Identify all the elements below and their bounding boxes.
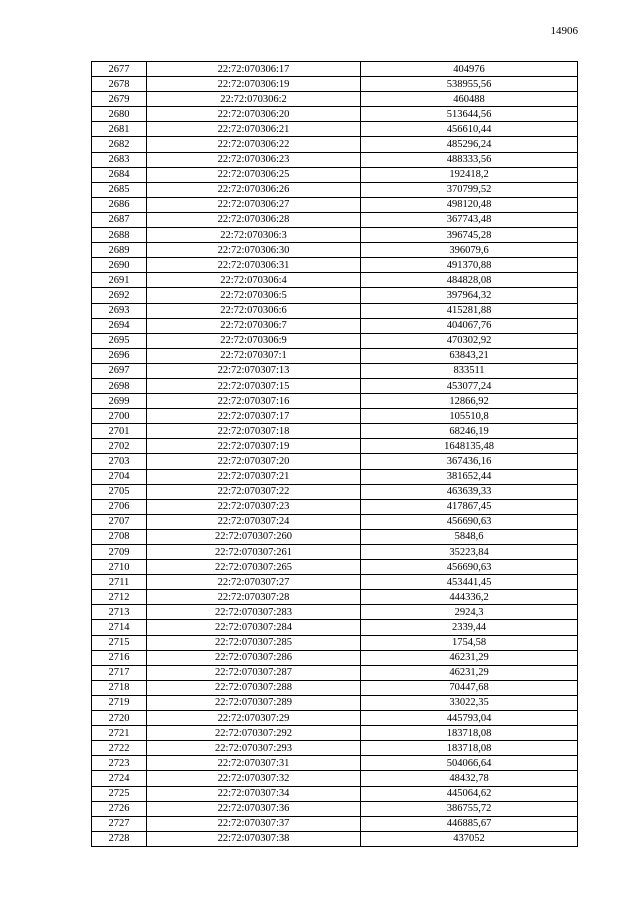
value-cell: 456690,63 (361, 560, 578, 575)
cadastral-number-cell: 22:72:070307:285 (147, 635, 361, 650)
cadastral-number-cell: 22:72:070307:15 (147, 378, 361, 393)
table-row (92, 514, 578, 529)
table-row (92, 348, 578, 363)
table-row (92, 545, 578, 560)
value-cell: 105510,8 (361, 409, 578, 424)
cadastral-number-cell: 22:72:070307:292 (147, 726, 361, 741)
row-number-cell: 2723 (92, 756, 147, 771)
cadastral-number-cell: 22:72:070307:1 (147, 348, 361, 363)
table-row (92, 590, 578, 605)
table-row (92, 77, 578, 92)
value-cell: 484828,08 (361, 273, 578, 288)
cadastral-number-cell: 22:72:070306:3 (147, 228, 361, 243)
table-row (92, 529, 578, 544)
value-cell: 397964,32 (361, 288, 578, 303)
value-cell: 367743,48 (361, 212, 578, 227)
value-cell: 386755,72 (361, 801, 578, 816)
row-number-cell: 2704 (92, 469, 147, 484)
value-cell: 2339,44 (361, 620, 578, 635)
row-number-cell: 2719 (92, 695, 147, 710)
row-number-cell: 2714 (92, 620, 147, 635)
table-row (92, 801, 578, 816)
table-row (92, 424, 578, 439)
row-number-cell: 2718 (92, 680, 147, 695)
value-cell: 46231,29 (361, 665, 578, 680)
value-cell: 445064,62 (361, 786, 578, 801)
row-number-cell: 2720 (92, 711, 147, 726)
page-number: 14906 (550, 25, 578, 37)
cadastral-number-cell: 22:72:070307:38 (147, 831, 361, 846)
table-row (92, 394, 578, 409)
value-cell: 5848,6 (361, 529, 578, 544)
row-number-cell: 2721 (92, 726, 147, 741)
row-number-cell: 2703 (92, 454, 147, 469)
value-cell: 396745,28 (361, 228, 578, 243)
row-number-cell: 2677 (92, 62, 147, 77)
cadastral-number-cell: 22:72:070306:20 (147, 107, 361, 122)
row-number-cell: 2717 (92, 665, 147, 680)
row-number-cell: 2707 (92, 514, 147, 529)
table-row (92, 680, 578, 695)
value-cell: 381652,44 (361, 469, 578, 484)
cadastral-number-cell: 22:72:070307:265 (147, 560, 361, 575)
value-cell: 833511 (361, 363, 578, 378)
value-cell: 417867,45 (361, 499, 578, 514)
cadastral-number-cell: 22:72:070307:283 (147, 605, 361, 620)
table-row (92, 665, 578, 680)
table-row (92, 469, 578, 484)
value-cell: 456610,44 (361, 122, 578, 137)
value-cell: 485296,24 (361, 137, 578, 152)
row-number-cell: 2682 (92, 137, 147, 152)
table-row (92, 273, 578, 288)
row-number-cell: 2699 (92, 394, 147, 409)
cadastral-number-cell: 22:72:070307:23 (147, 499, 361, 514)
table-row (92, 560, 578, 575)
row-number-cell: 2726 (92, 801, 147, 816)
cadastral-number-cell: 22:72:070307:19 (147, 439, 361, 454)
value-cell: 460488 (361, 92, 578, 107)
row-number-cell: 2694 (92, 318, 147, 333)
value-cell: 470302,92 (361, 333, 578, 348)
row-number-cell: 2691 (92, 273, 147, 288)
cadastral-number-cell: 22:72:070307:260 (147, 529, 361, 544)
row-number-cell: 2702 (92, 439, 147, 454)
value-cell: 453077,24 (361, 378, 578, 393)
table-row (92, 499, 578, 514)
table-row (92, 197, 578, 212)
table-row (92, 212, 578, 227)
row-number-cell: 2724 (92, 771, 147, 786)
value-cell: 444336,2 (361, 590, 578, 605)
cadastral-number-cell: 22:72:070307:289 (147, 695, 361, 710)
table-row (92, 756, 578, 771)
cadastral-number-cell: 22:72:070307:28 (147, 590, 361, 605)
row-number-cell: 2686 (92, 197, 147, 212)
cadastral-number-cell: 22:72:070307:13 (147, 363, 361, 378)
table-row (92, 228, 578, 243)
row-number-cell: 2701 (92, 424, 147, 439)
table-row (92, 635, 578, 650)
row-number-cell: 2713 (92, 605, 147, 620)
value-cell: 404976 (361, 62, 578, 77)
table-row (92, 695, 578, 710)
cadastral-number-cell: 22:72:070306:6 (147, 303, 361, 318)
value-cell: 2924,3 (361, 605, 578, 620)
cadastral-number-cell: 22:72:070306:19 (147, 77, 361, 92)
table-row (92, 137, 578, 152)
cadastral-number-cell: 22:72:070307:34 (147, 786, 361, 801)
cadastral-number-cell: 22:72:070307:261 (147, 545, 361, 560)
row-number-cell: 2722 (92, 741, 147, 756)
table-row (92, 243, 578, 258)
value-cell: 488333,56 (361, 152, 578, 167)
row-number-cell: 2679 (92, 92, 147, 107)
cadastral-number-cell: 22:72:070306:7 (147, 318, 361, 333)
cadastral-number-cell: 22:72:070307:288 (147, 680, 361, 695)
cadastral-number-cell: 22:72:070307:37 (147, 816, 361, 831)
value-cell: 437052 (361, 831, 578, 846)
table-row (92, 62, 578, 77)
row-number-cell: 2687 (92, 212, 147, 227)
table-row (92, 303, 578, 318)
value-cell: 396079,6 (361, 243, 578, 258)
cadastral-number-cell: 22:72:070306:21 (147, 122, 361, 137)
cadastral-number-cell: 22:72:070306:17 (147, 62, 361, 77)
cadastral-number-cell: 22:72:070307:36 (147, 801, 361, 816)
value-cell: 453441,45 (361, 575, 578, 590)
table-row (92, 650, 578, 665)
cadastral-number-cell: 22:72:070307:21 (147, 469, 361, 484)
value-cell: 183718,08 (361, 741, 578, 756)
table-row (92, 620, 578, 635)
table-row (92, 575, 578, 590)
registry-table (91, 61, 578, 847)
value-cell: 1754,58 (361, 635, 578, 650)
value-cell: 183718,08 (361, 726, 578, 741)
row-number-cell: 2728 (92, 831, 147, 846)
row-number-cell: 2711 (92, 575, 147, 590)
row-number-cell: 2688 (92, 228, 147, 243)
table-row (92, 816, 578, 831)
value-cell: 70447,68 (361, 680, 578, 695)
row-number-cell: 2700 (92, 409, 147, 424)
value-cell: 33022,35 (361, 695, 578, 710)
cadastral-number-cell: 22:72:070307:16 (147, 394, 361, 409)
table-row (92, 258, 578, 273)
row-number-cell: 2709 (92, 545, 147, 560)
row-number-cell: 2684 (92, 167, 147, 182)
cadastral-number-cell: 22:72:070307:24 (147, 514, 361, 529)
cadastral-number-cell: 22:72:070306:25 (147, 167, 361, 182)
cadastral-number-cell: 22:72:070306:9 (147, 333, 361, 348)
row-number-cell: 2683 (92, 152, 147, 167)
table-row (92, 771, 578, 786)
value-cell: 446885,67 (361, 816, 578, 831)
table-row (92, 318, 578, 333)
table-row (92, 92, 578, 107)
value-cell: 48432,78 (361, 771, 578, 786)
value-cell: 538955,56 (361, 77, 578, 92)
value-cell: 35223,84 (361, 545, 578, 560)
value-cell: 498120,48 (361, 197, 578, 212)
value-cell: 63843,21 (361, 348, 578, 363)
row-number-cell: 2689 (92, 243, 147, 258)
value-cell: 504066,64 (361, 756, 578, 771)
row-number-cell: 2690 (92, 258, 147, 273)
row-number-cell: 2685 (92, 182, 147, 197)
cadastral-number-cell: 22:72:070307:293 (147, 741, 361, 756)
table-row (92, 378, 578, 393)
cadastral-number-cell: 22:72:070307:20 (147, 454, 361, 469)
table-row (92, 167, 578, 182)
value-cell: 367436,16 (361, 454, 578, 469)
row-number-cell: 2706 (92, 499, 147, 514)
row-number-cell: 2698 (92, 378, 147, 393)
cadastral-number-cell: 22:72:070307:27 (147, 575, 361, 590)
table-row (92, 726, 578, 741)
cadastral-number-cell: 22:72:070307:22 (147, 484, 361, 499)
cadastral-number-cell: 22:72:070307:29 (147, 711, 361, 726)
value-cell: 456690,63 (361, 514, 578, 529)
cadastral-number-cell: 22:72:070306:30 (147, 243, 361, 258)
value-cell: 370799,52 (361, 182, 578, 197)
cadastral-number-cell: 22:72:070307:17 (147, 409, 361, 424)
table-row (92, 786, 578, 801)
row-number-cell: 2681 (92, 122, 147, 137)
table-row (92, 831, 578, 846)
cadastral-number-cell: 22:72:070307:18 (147, 424, 361, 439)
cadastral-number-cell: 22:72:070306:5 (147, 288, 361, 303)
table-row (92, 288, 578, 303)
value-cell: 513644,56 (361, 107, 578, 122)
value-cell: 404067,76 (361, 318, 578, 333)
cadastral-number-cell: 22:72:070306:31 (147, 258, 361, 273)
value-cell: 491370,88 (361, 258, 578, 273)
table-row (92, 333, 578, 348)
row-number-cell: 2715 (92, 635, 147, 650)
cadastral-number-cell: 22:72:070306:27 (147, 197, 361, 212)
cadastral-number-cell: 22:72:070306:26 (147, 182, 361, 197)
cadastral-number-cell: 22:72:070307:284 (147, 620, 361, 635)
table-row (92, 711, 578, 726)
cadastral-number-cell: 22:72:070306:2 (147, 92, 361, 107)
table-row (92, 107, 578, 122)
value-cell: 68246,19 (361, 424, 578, 439)
cadastral-number-cell: 22:72:070307:286 (147, 650, 361, 665)
cadastral-number-cell: 22:72:070306:22 (147, 137, 361, 152)
value-cell: 445793,04 (361, 711, 578, 726)
value-cell: 12866,92 (361, 394, 578, 409)
row-number-cell: 2705 (92, 484, 147, 499)
value-cell: 463639,33 (361, 484, 578, 499)
table-row (92, 605, 578, 620)
row-number-cell: 2712 (92, 590, 147, 605)
value-cell: 1648135,48 (361, 439, 578, 454)
row-number-cell: 2678 (92, 77, 147, 92)
cadastral-number-cell: 22:72:070307:32 (147, 771, 361, 786)
table-row (92, 439, 578, 454)
cadastral-number-cell: 22:72:070306:23 (147, 152, 361, 167)
row-number-cell: 2716 (92, 650, 147, 665)
row-number-cell: 2725 (92, 786, 147, 801)
table-row (92, 182, 578, 197)
value-cell: 415281,88 (361, 303, 578, 318)
value-cell: 46231,29 (361, 650, 578, 665)
cadastral-number-cell: 22:72:070306:28 (147, 212, 361, 227)
table-row (92, 152, 578, 167)
row-number-cell: 2692 (92, 288, 147, 303)
row-number-cell: 2710 (92, 560, 147, 575)
row-number-cell: 2695 (92, 333, 147, 348)
row-number-cell: 2727 (92, 816, 147, 831)
table-row (92, 741, 578, 756)
table-row (92, 484, 578, 499)
row-number-cell: 2680 (92, 107, 147, 122)
row-number-cell: 2697 (92, 363, 147, 378)
table-row (92, 122, 578, 137)
row-number-cell: 2696 (92, 348, 147, 363)
table-row (92, 363, 578, 378)
table-row (92, 409, 578, 424)
registry-table-body (92, 62, 578, 847)
table-row (92, 454, 578, 469)
cadastral-number-cell: 22:72:070307:31 (147, 756, 361, 771)
cadastral-number-cell: 22:72:070307:287 (147, 665, 361, 680)
row-number-cell: 2693 (92, 303, 147, 318)
cadastral-number-cell: 22:72:070306:4 (147, 273, 361, 288)
value-cell: 192418,2 (361, 167, 578, 182)
row-number-cell: 2708 (92, 529, 147, 544)
